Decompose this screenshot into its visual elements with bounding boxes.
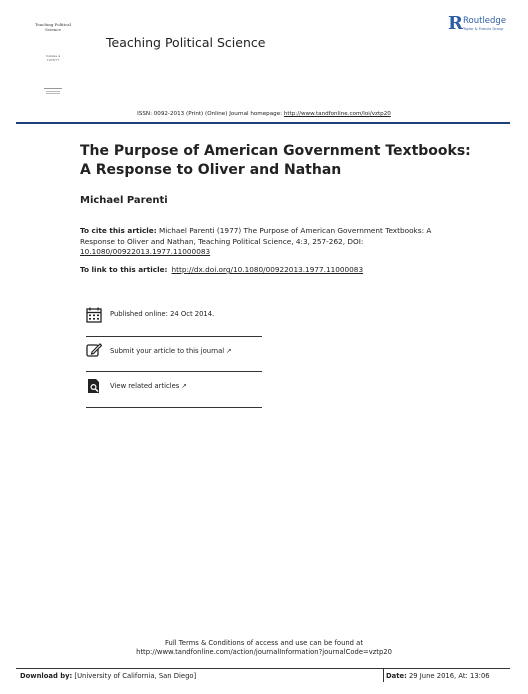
download-date	[386, 672, 490, 680]
related-articles-label: View related articles	[110, 382, 180, 390]
cover-divider	[44, 88, 62, 89]
cover-divider	[46, 93, 60, 94]
article-author: Michael Parenti	[80, 195, 168, 206]
terms-url-link[interactable]: http://www.tandfonline.com/action/journalInformation?journalCode=vztp20	[136, 648, 392, 656]
row-divider	[86, 336, 262, 337]
date-label: Date:	[386, 672, 407, 680]
routledge-r-icon: R	[448, 13, 463, 34]
terms-notice	[0, 639, 528, 657]
date-value: 29 June 2016, At: 13:06	[406, 672, 490, 680]
journal-title: Teaching Political Science	[106, 35, 266, 50]
cover-volume: Volume 4	[45, 54, 61, 58]
footer-divider	[16, 668, 510, 669]
article-title	[80, 142, 500, 180]
publisher-logo[interactable]	[448, 14, 510, 36]
edit-icon	[86, 342, 102, 358]
submit-article-link[interactable]	[110, 347, 232, 355]
cover-number: 1976/77	[46, 58, 60, 62]
issn-text: ISSN: 0092-2013 (Print) (Online) Journal homepage:	[137, 111, 284, 117]
download-label: Download by:	[20, 672, 73, 680]
download-info	[20, 672, 196, 680]
external-link-icon: ↗	[226, 347, 232, 355]
related-articles-row[interactable]	[86, 376, 262, 410]
article-link-line	[80, 265, 363, 274]
calendar-icon	[86, 307, 102, 323]
article-doi-link[interactable]: http://dx.doi.org/10.1080/00922013.1977.11000083	[171, 265, 364, 274]
link-label: To link to this article:	[80, 265, 168, 274]
submit-article-row[interactable]	[86, 341, 262, 373]
citation	[80, 226, 440, 258]
row-divider	[86, 407, 262, 408]
published-date: Published online: 24 Oct 2014.	[110, 310, 215, 318]
cover-title: Teaching Political Science	[35, 22, 71, 32]
journal-homepage-link[interactable]: http://www.tandfonline.com/loi/vztp20	[283, 111, 391, 117]
published-row	[86, 305, 262, 337]
document-search-icon	[86, 378, 102, 394]
related-articles-link[interactable]	[110, 382, 187, 390]
cite-text: Michael Parenti (1977) The Purpose of American Government Textbooks: A Response to Oliver and Nathan, Teaching Political Science, 4:3, 257-262, DOI:	[80, 226, 432, 246]
download-value: [University of California, San Diego]	[72, 672, 197, 680]
header-divider	[16, 122, 510, 124]
article-title-line: The Purpose of American Government Textbooks:	[80, 143, 471, 159]
terms-line: Full Terms & Conditions of access and use can be found at	[165, 639, 363, 647]
submit-article-label: Submit your article to this journal	[110, 347, 225, 355]
cover-divider	[46, 91, 60, 92]
cite-label: To cite this article:	[80, 226, 157, 235]
cite-doi-link[interactable]: 10.1080/00922013.1977.11000083	[80, 247, 211, 256]
external-link-icon: ↗	[181, 382, 187, 390]
journal-cover-thumbnail	[28, 22, 78, 100]
article-title-line: A Response to Oliver and Nathan	[80, 162, 342, 178]
publisher-logo-subtitle: Taylor & Francis Group	[463, 27, 504, 31]
issn-line	[0, 111, 528, 117]
row-divider	[86, 371, 262, 372]
publisher-logo-name: Routledge	[463, 16, 507, 26]
footer-separator	[383, 669, 384, 682]
